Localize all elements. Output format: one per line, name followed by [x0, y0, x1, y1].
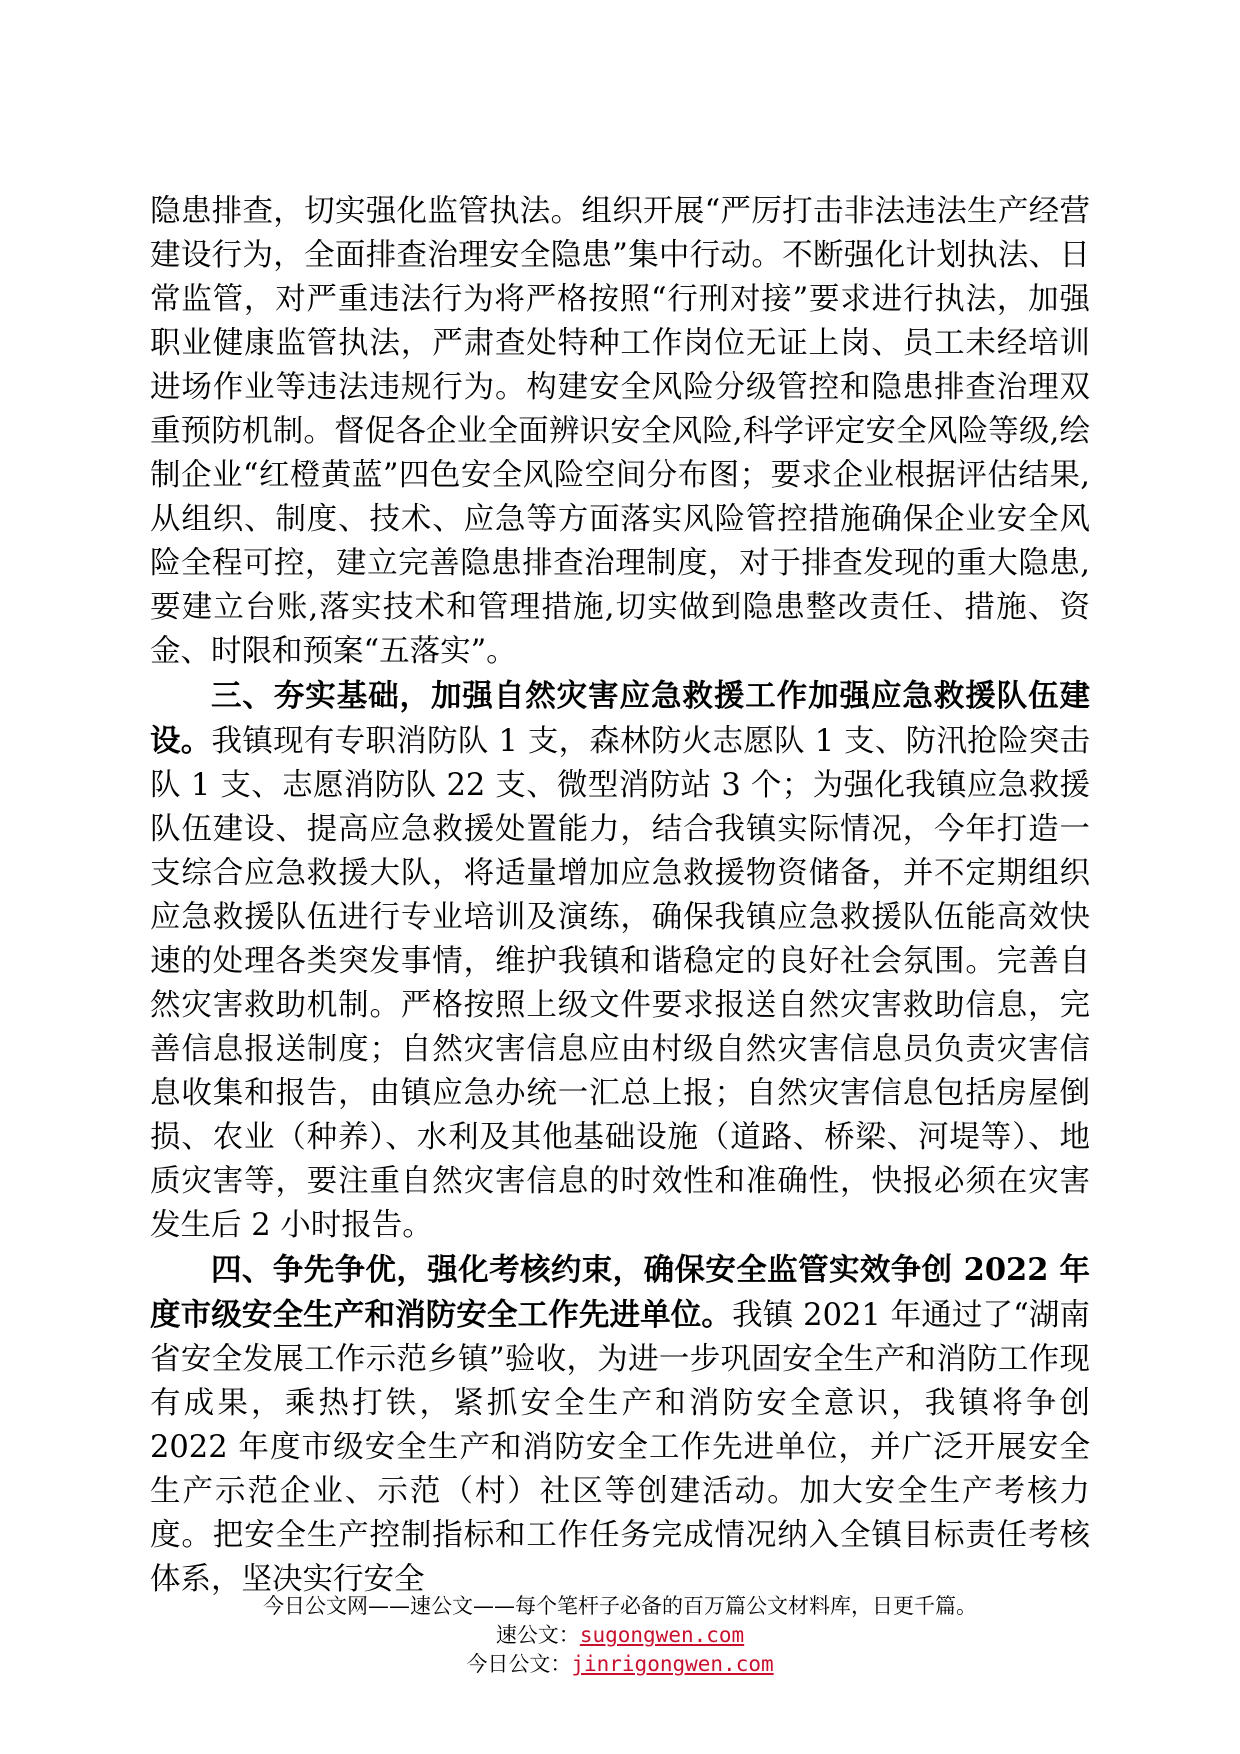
paragraph-3-text: 我镇 2021 年通过了“湖南省安全发展工作示范乡镇”验收，为进一步巩固安全生产和消防工作现有成果，乘热打铁，紧抓安全生产和消防安全意识，我镇将争创 2022 年度市级安全生产和消防安全工作先进单位，并广泛开展安全生产示范企业、示范（村）社区等创建活动。加大安全生产考核力度。把安全生产控制指标和工作任务完成情况纳入全镇目标责任考核体系，坚决实行安全	[150, 1298, 1091, 1597]
page-footer	[0, 1592, 1240, 1679]
section-4-heading: 四、争先争优，强化考核约束，确保安全监管实效争创 2022 年度市级安全生产和消防安全工作先进单位。	[150, 1252, 1090, 1333]
footer-jinrigongwen-line	[0, 1650, 1240, 1679]
sugongwen-link[interactable]: sugongwen.com	[579, 1623, 745, 1647]
footer-slogan: 今日公文网——速公文——每个笔杆子必备的百万篇公文材料库，日更千篇。	[263, 1594, 977, 1618]
document-body	[150, 190, 1090, 1602]
footer-jinrigongwen-label: 今日公文：	[466, 1652, 572, 1676]
section-3-heading: 三、夯实基础，加强自然灾害应急救援工作加强应急救援队伍建设。	[150, 678, 1090, 759]
paragraph-1-text: 隐患排查，切实强化监管执法。组织开展“严厉打击非法违法生产经营建设行为，全面排查治理安全隐患”集中行动。不断强化计划执法、日常监管，对严重违法行为将严格按照“行刑对接”要求进行执法，加强职业健康监管执法，严肃查处特种工作岗位无证上岗、员工未经培训进场作业等违法违规行为。构建安全风险分级管控和隐患排查治理双重预防机制。督促各企业全面辨识安全风险,科学评定安全风险等级,绘制企业“红橙黄蓝”四色安全风险空间分布图；要求企业根据评估结果,从组织、制度、技术、应急等方面落实风险管控措施确保企业安全风险全程可控，建立完善隐患排查治理制度，对于排查发现的重大隐患,要建立台账,落实技术和管理措施,切实做到隐患整改责任、措施、资金、时限和预案“五落实”。	[150, 194, 1090, 669]
paragraph-2-text: 我镇现有专职消防队 1 支，森林防火志愿队 1 支、防汛抢险突击队 1 支、志愿消防队 22 支、微型消防站 3 个；为强化我镇应急救援队伍建设、提高应急救援处置能力，结合我镇实际情况，今年打造一支综合应急救援大队，将适量增加应急救援物资储备，并不定期组织应急救援队伍进行专业培训及演练，确保我镇应急救援队伍能高效快速的处理各类突发事情，维护我镇和谐稳定的良好社会氛围。完善自然灾害救助机制。严格按照上级文件要求报送自然灾害救助信息，完善信息报送制度；自然灾害信息应由村级自然灾害信息员负责灾害信息收集和报告，由镇应急办统一汇总上报；自然灾害信息包括房屋倒损、农业（种养）、水利及其他基础设施（道路、桥梁、河堤等）、地质灾害等，要注重自然灾害信息的时效性和准确性，快报必须在灾害发生后 2 小时报告。	[150, 724, 1090, 1243]
paragraph-2	[150, 674, 1090, 1248]
paragraph-1	[150, 190, 1090, 674]
jinrigongwen-link[interactable]: jinrigongwen.com	[571, 1652, 774, 1676]
footer-sugongwen-label: 速公文：	[495, 1623, 580, 1647]
footer-sugongwen-line	[0, 1621, 1240, 1650]
paragraph-3	[150, 1248, 1090, 1602]
